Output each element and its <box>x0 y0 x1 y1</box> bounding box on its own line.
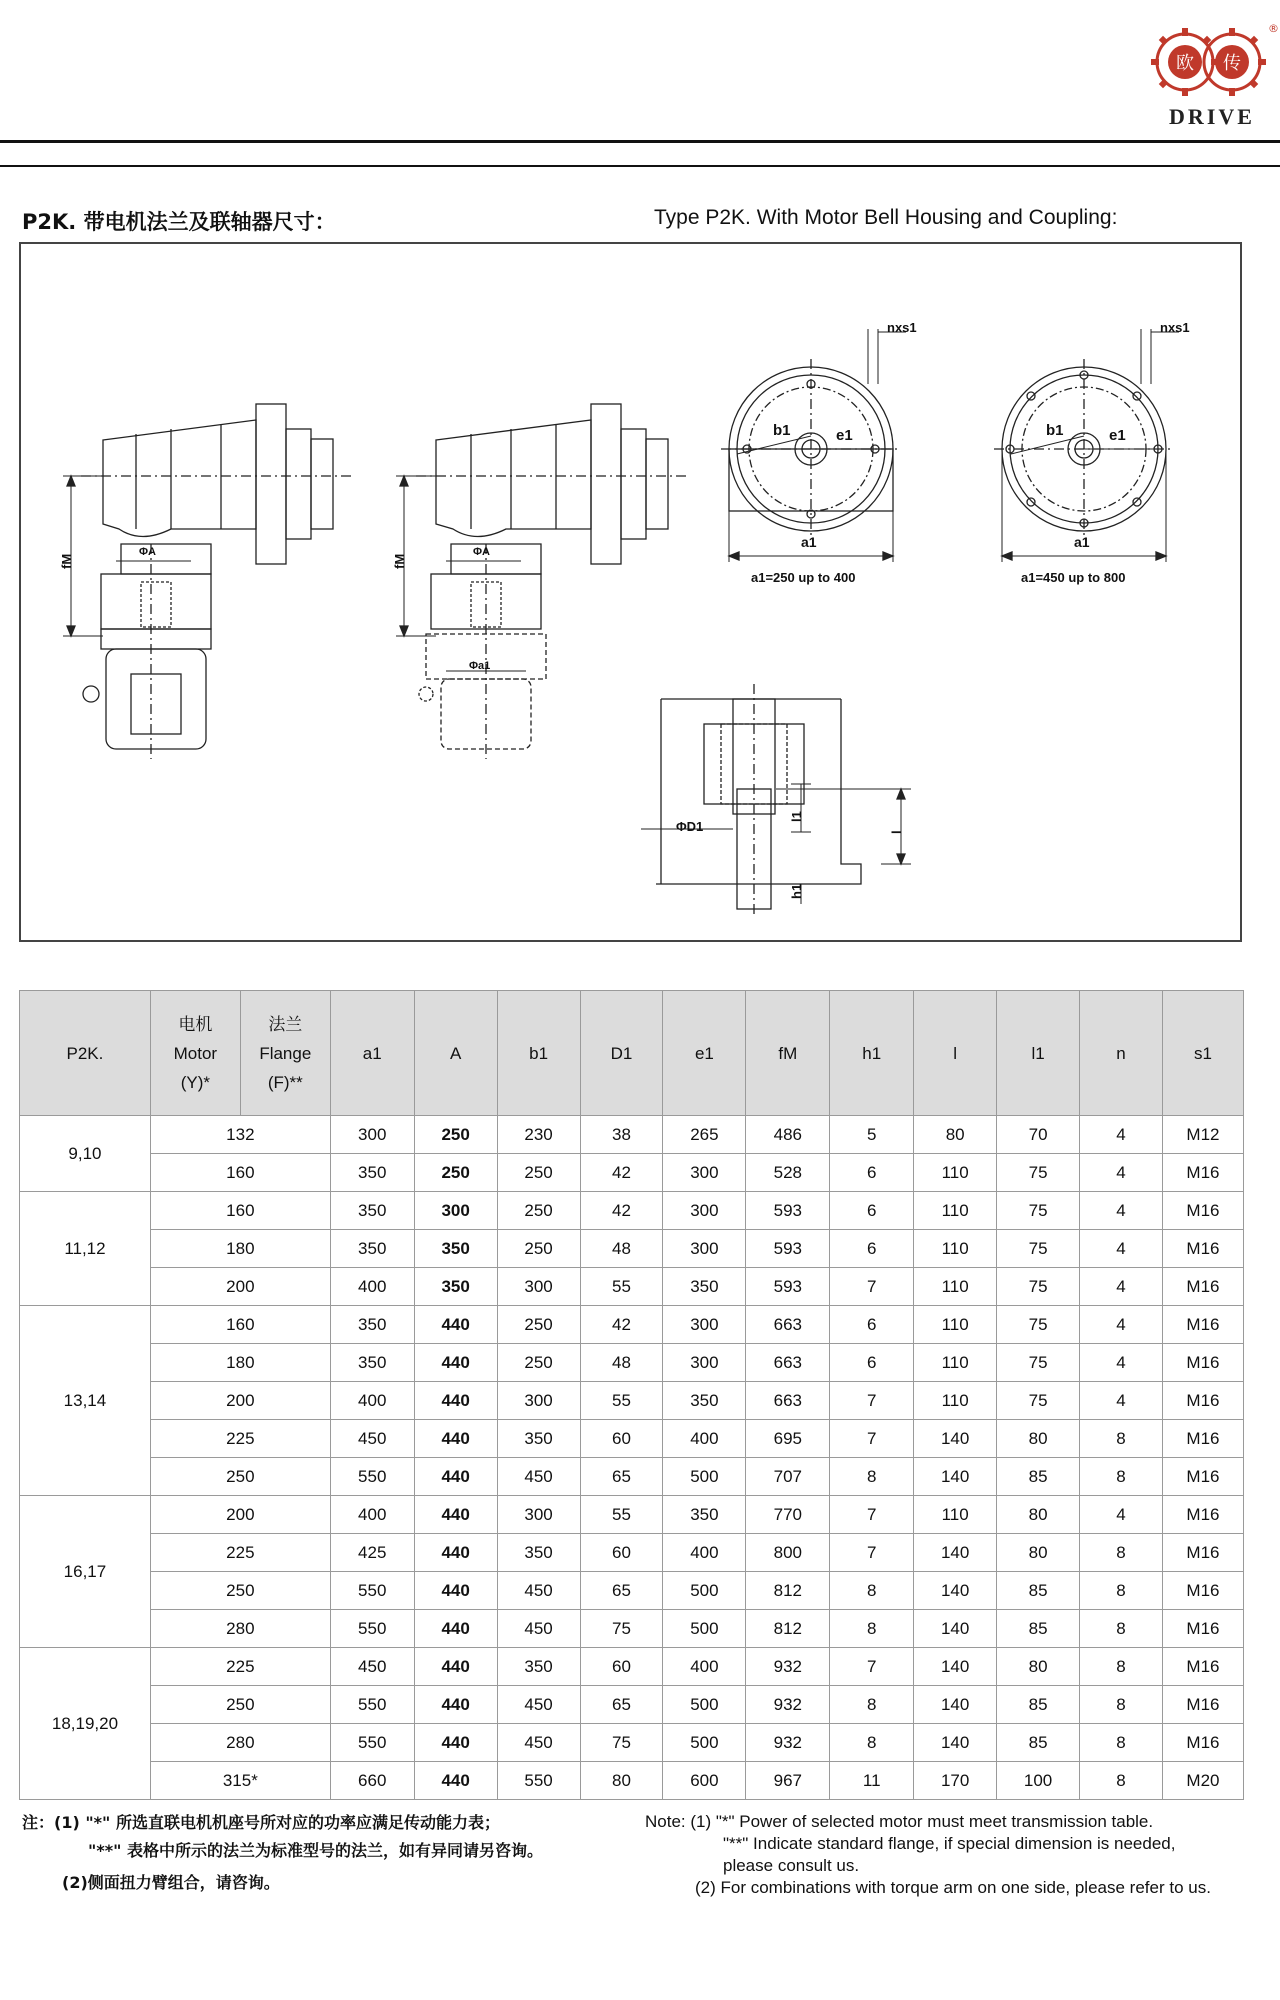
cell-s1: M16 <box>1162 1420 1243 1458</box>
cell-h1: 6 <box>830 1306 914 1344</box>
cell-b1: 250 <box>497 1154 580 1192</box>
cell-l: 140 <box>914 1572 997 1610</box>
cell-A: 440 <box>414 1496 497 1534</box>
cell-h1: 6 <box>830 1154 914 1192</box>
cell-n: 8 <box>1080 1458 1163 1496</box>
caption-small-flange: a1=250 up to 400 <box>751 570 856 585</box>
cell-e1: 500 <box>663 1572 746 1610</box>
table-row <box>20 1724 1244 1762</box>
header-rule <box>0 140 1280 143</box>
cell-l1: 85 <box>997 1724 1080 1762</box>
cell-D1: 60 <box>580 1420 663 1458</box>
cell-b1: 450 <box>497 1458 580 1496</box>
cell-l: 110 <box>914 1382 997 1420</box>
cell-A: 440 <box>414 1534 497 1572</box>
cell-fM: 707 <box>746 1458 830 1496</box>
cell-n: 8 <box>1080 1572 1163 1610</box>
motor-frame-cell: 200 <box>150 1382 330 1420</box>
cell-l1: 85 <box>997 1686 1080 1724</box>
motor-frame-cell: 180 <box>150 1230 330 1268</box>
cell-h1: 7 <box>830 1496 914 1534</box>
cell-e1: 400 <box>663 1420 746 1458</box>
cell-D1: 75 <box>580 1724 663 1762</box>
cell-A: 350 <box>414 1268 497 1306</box>
cell-n: 8 <box>1080 1420 1163 1458</box>
cell-A: 300 <box>414 1192 497 1230</box>
table-header-row <box>20 991 1244 1116</box>
cell-l1: 75 <box>997 1306 1080 1344</box>
coupling-detail <box>641 684 911 914</box>
logo-text: DRIVE <box>1169 104 1255 129</box>
cell-fM: 800 <box>746 1534 830 1572</box>
motor-frame-cell: 225 <box>150 1648 330 1686</box>
cell-D1: 65 <box>580 1572 663 1610</box>
cell-D1: 42 <box>580 1306 663 1344</box>
cell-fM: 663 <box>746 1344 830 1382</box>
cell-e1: 350 <box>663 1382 746 1420</box>
table-row <box>20 1420 1244 1458</box>
cell-a1: 550 <box>330 1572 414 1610</box>
cell-h1: 8 <box>830 1610 914 1648</box>
table-row <box>20 1230 1244 1268</box>
note-cn-1: 注：(1) "*" 所选直联电机机座号所对应的功率应满足传动能力表； <box>22 1813 500 1832</box>
motor-frame-cell: 160 <box>150 1154 330 1192</box>
motor-frame-cell: 132 <box>150 1116 330 1154</box>
table-row <box>20 1458 1244 1496</box>
cell-s1: M16 <box>1162 1686 1243 1724</box>
size-group-cell: 16,17 <box>20 1496 151 1648</box>
cell-n: 4 <box>1080 1116 1163 1154</box>
cell-b1: 350 <box>497 1420 580 1458</box>
header-n: n <box>1080 991 1163 1116</box>
cell-D1: 65 <box>580 1686 663 1724</box>
table-row <box>20 1762 1244 1800</box>
cell-l: 140 <box>914 1724 997 1762</box>
cell-s1: M16 <box>1162 1154 1243 1192</box>
dimension-table <box>19 990 1244 1800</box>
cell-s1: M16 <box>1162 1192 1243 1230</box>
cell-A: 250 <box>414 1116 497 1154</box>
cell-a1: 300 <box>330 1116 414 1154</box>
cell-s1: M16 <box>1162 1306 1243 1344</box>
cell-h1: 8 <box>830 1458 914 1496</box>
table-row <box>20 1572 1244 1610</box>
cell-l: 140 <box>914 1458 997 1496</box>
motor-frame-cell: 250 <box>150 1686 330 1724</box>
note-cn-3: (2)侧面扭力臂组合，请咨询。 <box>62 1873 280 1892</box>
cell-s1: M16 <box>1162 1268 1243 1306</box>
cell-l: 110 <box>914 1496 997 1534</box>
table-row <box>20 1610 1244 1648</box>
logo-mark-left: 欧 <box>1176 53 1194 74</box>
cell-D1: 38 <box>580 1116 663 1154</box>
cell-l1: 100 <box>997 1762 1080 1800</box>
cell-e1: 500 <box>663 1724 746 1762</box>
cell-fM: 812 <box>746 1610 830 1648</box>
label-e1-large: e1 <box>1109 427 1126 444</box>
cell-h1: 7 <box>830 1420 914 1458</box>
header-motor: 电机 Motor (Y)* <box>150 991 240 1116</box>
cell-h1: 8 <box>830 1686 914 1724</box>
cell-s1: M16 <box>1162 1724 1243 1762</box>
cell-A: 440 <box>414 1610 497 1648</box>
cell-e1: 500 <box>663 1458 746 1496</box>
label-nxs1-small: nxs1 <box>887 320 917 335</box>
cell-n: 4 <box>1080 1306 1163 1344</box>
cell-b1: 230 <box>497 1116 580 1154</box>
header-p2k: P2K. <box>20 991 151 1116</box>
cell-a1: 450 <box>330 1420 414 1458</box>
cell-n: 4 <box>1080 1344 1163 1382</box>
cell-a1: 350 <box>330 1154 414 1192</box>
motor-frame-cell: 180 <box>150 1344 330 1382</box>
label-phiA-left: ΦA <box>139 546 156 558</box>
cell-A: 440 <box>414 1572 497 1610</box>
size-group-cell: 11,12 <box>20 1192 151 1306</box>
cell-a1: 550 <box>330 1724 414 1762</box>
cell-l: 140 <box>914 1534 997 1572</box>
table-row <box>20 1116 1244 1154</box>
cell-n: 8 <box>1080 1648 1163 1686</box>
cell-D1: 55 <box>580 1496 663 1534</box>
cell-A: 440 <box>414 1686 497 1724</box>
cell-n: 8 <box>1080 1724 1163 1762</box>
registered-mark: ® <box>1268 22 1279 35</box>
motor-frame-cell: 225 <box>150 1420 330 1458</box>
cell-h1: 6 <box>830 1230 914 1268</box>
table-row <box>20 1648 1244 1686</box>
dimension-drawing <box>19 242 1242 942</box>
cell-h1: 6 <box>830 1192 914 1230</box>
page-title-cn: P2K. 带电机法兰及联轴器尺寸： <box>22 210 336 234</box>
cell-A: 440 <box>414 1344 497 1382</box>
cell-D1: 65 <box>580 1458 663 1496</box>
cell-h1: 8 <box>830 1572 914 1610</box>
cell-s1: M16 <box>1162 1382 1243 1420</box>
note-en-2: "**" Indicate standard flange, if special dimension is needed, <box>723 1834 1176 1853</box>
motor-frame-cell: 200 <box>150 1268 330 1306</box>
cell-h1: 7 <box>830 1268 914 1306</box>
cell-D1: 60 <box>580 1534 663 1572</box>
cell-l1: 80 <box>997 1420 1080 1458</box>
header-a1: a1 <box>330 991 414 1116</box>
cell-a1: 425 <box>330 1534 414 1572</box>
cell-n: 8 <box>1080 1534 1163 1572</box>
cell-n: 4 <box>1080 1154 1163 1192</box>
cell-fM: 967 <box>746 1762 830 1800</box>
cell-e1: 500 <box>663 1610 746 1648</box>
cell-l: 140 <box>914 1610 997 1648</box>
cell-fM: 593 <box>746 1268 830 1306</box>
cell-D1: 55 <box>580 1268 663 1306</box>
cell-l: 80 <box>914 1116 997 1154</box>
cell-D1: 42 <box>580 1154 663 1192</box>
cell-b1: 350 <box>497 1648 580 1686</box>
cell-b1: 550 <box>497 1762 580 1800</box>
cell-b1: 300 <box>497 1496 580 1534</box>
cell-fM: 932 <box>746 1648 830 1686</box>
cell-fM: 695 <box>746 1420 830 1458</box>
header-D1: D1 <box>580 991 663 1116</box>
cell-s1: M12 <box>1162 1116 1243 1154</box>
cell-a1: 550 <box>330 1686 414 1724</box>
header-h1: h1 <box>830 991 914 1116</box>
cell-e1: 300 <box>663 1230 746 1268</box>
flange-view-small <box>721 329 906 562</box>
cell-h1: 6 <box>830 1344 914 1382</box>
cell-b1: 250 <box>497 1306 580 1344</box>
label-fM-middle: fM <box>392 553 407 569</box>
cell-h1: 7 <box>830 1534 914 1572</box>
label-phia1: Φa1 <box>469 660 491 672</box>
table-row <box>20 1686 1244 1724</box>
cell-fM: 932 <box>746 1724 830 1762</box>
cell-A: 440 <box>414 1648 497 1686</box>
cell-l1: 75 <box>997 1382 1080 1420</box>
motor-frame-cell: 250 <box>150 1572 330 1610</box>
cell-A: 440 <box>414 1306 497 1344</box>
header-fM: fM <box>746 991 830 1116</box>
cell-l: 140 <box>914 1648 997 1686</box>
cell-h1: 8 <box>830 1724 914 1762</box>
cell-a1: 350 <box>330 1192 414 1230</box>
cell-e1: 500 <box>663 1686 746 1724</box>
cell-s1: M16 <box>1162 1572 1243 1610</box>
flange-view-large <box>994 329 1179 562</box>
table-row <box>20 1344 1244 1382</box>
cell-e1: 300 <box>663 1154 746 1192</box>
cell-l1: 80 <box>997 1534 1080 1572</box>
table-row <box>20 1154 1244 1192</box>
label-e1-small: e1 <box>836 427 853 444</box>
header-rule-thin <box>0 165 1280 167</box>
cell-a1: 550 <box>330 1610 414 1648</box>
cell-a1: 400 <box>330 1268 414 1306</box>
motor-frame-cell: 280 <box>150 1610 330 1648</box>
motor-frame-cell: 200 <box>150 1496 330 1534</box>
cell-h1: 7 <box>830 1648 914 1686</box>
caption-large-flange: a1=450 up to 800 <box>1021 570 1126 585</box>
cell-h1: 7 <box>830 1382 914 1420</box>
cell-a1: 550 <box>330 1458 414 1496</box>
gearbox-view-bellhousing <box>416 404 686 759</box>
cell-e1: 400 <box>663 1648 746 1686</box>
gearbox-view-motor <box>81 404 351 759</box>
cell-b1: 250 <box>497 1192 580 1230</box>
cell-l: 140 <box>914 1420 997 1458</box>
cell-fM: 663 <box>746 1382 830 1420</box>
cell-s1: M16 <box>1162 1458 1243 1496</box>
table-row <box>20 1268 1244 1306</box>
cell-l1: 75 <box>997 1344 1080 1382</box>
cell-n: 8 <box>1080 1762 1163 1800</box>
cell-e1: 300 <box>663 1192 746 1230</box>
label-h1: h1 <box>789 883 804 899</box>
logo-mark-right: 传 <box>1223 53 1241 74</box>
size-group-cell: 18,19,20 <box>20 1648 151 1800</box>
cell-h1: 5 <box>830 1116 914 1154</box>
cell-a1: 660 <box>330 1762 414 1800</box>
note-en-4: (2) For combinations with torque arm on one side, please refer to us. <box>695 1878 1211 1897</box>
size-group-cell: 13,14 <box>20 1306 151 1496</box>
label-a1-small: a1 <box>801 534 817 550</box>
size-group-cell: 9,10 <box>20 1116 151 1192</box>
cell-n: 4 <box>1080 1382 1163 1420</box>
cell-e1: 265 <box>663 1116 746 1154</box>
cell-l1: 80 <box>997 1648 1080 1686</box>
header-l1: l1 <box>997 991 1080 1116</box>
cell-l1: 85 <box>997 1610 1080 1648</box>
label-phiA-middle: ΦA <box>473 546 490 558</box>
cell-fM: 812 <box>746 1572 830 1610</box>
cell-fM: 932 <box>746 1686 830 1724</box>
header-s1: s1 <box>1162 991 1243 1116</box>
label-fM-left: fM <box>59 553 74 569</box>
cell-D1: 75 <box>580 1610 663 1648</box>
cell-l1: 75 <box>997 1192 1080 1230</box>
motor-frame-cell: 280 <box>150 1724 330 1762</box>
header-l: l <box>914 991 997 1116</box>
cell-a1: 350 <box>330 1230 414 1268</box>
note-cn-2: "**" 表格中所示的法兰为标准型号的法兰，如有异同请另咨询。 <box>88 1841 543 1860</box>
cell-A: 440 <box>414 1724 497 1762</box>
cell-b1: 250 <box>497 1344 580 1382</box>
cell-l: 140 <box>914 1686 997 1724</box>
cell-fM: 486 <box>746 1116 830 1154</box>
header-A: A <box>414 991 497 1116</box>
table-row <box>20 1192 1244 1230</box>
cell-fM: 593 <box>746 1230 830 1268</box>
cell-l: 110 <box>914 1154 997 1192</box>
label-b1-large: b1 <box>1046 422 1064 439</box>
cell-fM: 593 <box>746 1192 830 1230</box>
note-en-1: Note: (1) "*" Power of selected motor must meet transmission table. <box>645 1812 1154 1831</box>
cell-s1: M16 <box>1162 1610 1243 1648</box>
cell-b1: 450 <box>497 1686 580 1724</box>
cell-D1: 80 <box>580 1762 663 1800</box>
label-b1-small: b1 <box>773 422 791 439</box>
cell-b1: 300 <box>497 1268 580 1306</box>
cell-n: 8 <box>1080 1686 1163 1724</box>
cell-n: 4 <box>1080 1192 1163 1230</box>
cell-a1: 450 <box>330 1648 414 1686</box>
cell-n: 4 <box>1080 1496 1163 1534</box>
cell-h1: 11 <box>830 1762 914 1800</box>
cell-l1: 75 <box>997 1154 1080 1192</box>
cell-e1: 350 <box>663 1268 746 1306</box>
cell-n: 4 <box>1080 1230 1163 1268</box>
cell-A: 440 <box>414 1382 497 1420</box>
header-b1: b1 <box>497 991 580 1116</box>
header-e1: e1 <box>663 991 746 1116</box>
table-row <box>20 1306 1244 1344</box>
cell-D1: 55 <box>580 1382 663 1420</box>
header-flange: 法兰 Flange (F)** <box>240 991 330 1116</box>
motor-frame-cell: 160 <box>150 1192 330 1230</box>
cell-s1: M20 <box>1162 1762 1243 1800</box>
cell-l: 170 <box>914 1762 997 1800</box>
cell-l1: 70 <box>997 1116 1080 1154</box>
cell-A: 440 <box>414 1762 497 1800</box>
label-l1: l1 <box>789 811 804 822</box>
cell-l1: 85 <box>997 1572 1080 1610</box>
cell-n: 4 <box>1080 1268 1163 1306</box>
cell-s1: M16 <box>1162 1648 1243 1686</box>
cell-fM: 770 <box>746 1496 830 1534</box>
label-phiD1: ΦD1 <box>676 819 704 834</box>
cell-D1: 48 <box>580 1230 663 1268</box>
cell-a1: 400 <box>330 1496 414 1534</box>
label-l: l <box>889 830 904 834</box>
motor-frame-cell: 225 <box>150 1534 330 1572</box>
note-en-3: please consult us. <box>723 1856 860 1875</box>
cell-l: 110 <box>914 1344 997 1382</box>
motor-frame-cell: 160 <box>150 1306 330 1344</box>
table-row <box>20 1534 1244 1572</box>
cell-l1: 80 <box>997 1496 1080 1534</box>
cell-A: 250 <box>414 1154 497 1192</box>
cell-D1: 48 <box>580 1344 663 1382</box>
cell-b1: 450 <box>497 1572 580 1610</box>
cell-l1: 75 <box>997 1230 1080 1268</box>
cell-e1: 300 <box>663 1306 746 1344</box>
cell-D1: 42 <box>580 1192 663 1230</box>
cell-b1: 450 <box>497 1724 580 1762</box>
cell-b1: 350 <box>497 1534 580 1572</box>
cell-e1: 600 <box>663 1762 746 1800</box>
cell-l: 110 <box>914 1268 997 1306</box>
cell-e1: 400 <box>663 1534 746 1572</box>
motor-frame-cell: 315* <box>150 1762 330 1800</box>
cell-s1: M16 <box>1162 1496 1243 1534</box>
cell-l1: 85 <box>997 1458 1080 1496</box>
cell-e1: 300 <box>663 1344 746 1382</box>
cell-b1: 300 <box>497 1382 580 1420</box>
page-title-en: Type P2K. With Motor Bell Housing and Coupling: <box>654 206 1118 229</box>
cell-A: 350 <box>414 1230 497 1268</box>
table-row <box>20 1382 1244 1420</box>
cell-l: 110 <box>914 1230 997 1268</box>
cell-b1: 250 <box>497 1230 580 1268</box>
cell-A: 440 <box>414 1420 497 1458</box>
cell-s1: M16 <box>1162 1230 1243 1268</box>
cell-n: 8 <box>1080 1610 1163 1648</box>
cell-fM: 663 <box>746 1306 830 1344</box>
cell-e1: 350 <box>663 1496 746 1534</box>
cell-A: 440 <box>414 1458 497 1496</box>
label-nxs1-large: nxs1 <box>1160 320 1190 335</box>
cell-D1: 60 <box>580 1648 663 1686</box>
cell-a1: 350 <box>330 1344 414 1382</box>
cell-s1: M16 <box>1162 1344 1243 1382</box>
motor-frame-cell: 250 <box>150 1458 330 1496</box>
cell-l: 110 <box>914 1192 997 1230</box>
label-a1-large: a1 <box>1074 534 1090 550</box>
cell-l1: 75 <box>997 1268 1080 1306</box>
table-row <box>20 1496 1244 1534</box>
cell-fM: 528 <box>746 1154 830 1192</box>
cell-s1: M16 <box>1162 1534 1243 1572</box>
cell-a1: 350 <box>330 1306 414 1344</box>
cell-l: 110 <box>914 1306 997 1344</box>
cell-b1: 450 <box>497 1610 580 1648</box>
cell-a1: 400 <box>330 1382 414 1420</box>
